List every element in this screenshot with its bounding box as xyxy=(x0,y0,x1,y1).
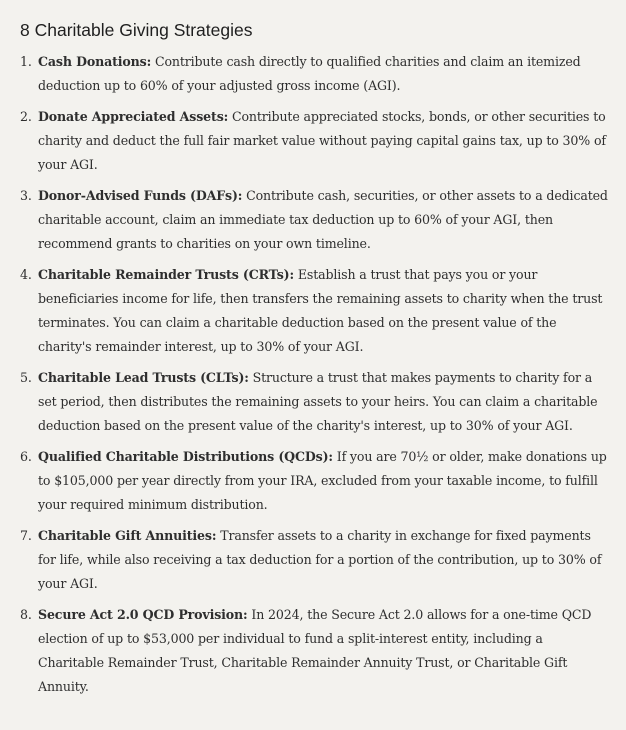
item-number: 3. xyxy=(20,188,32,203)
list-item xyxy=(20,524,608,596)
item-description: In 2024, the Secure Act 2.0 allows for a one-time QCD election of up to $53,000 per individual to fund a split-interest entity, including a Charitable Remainder Trust, Charitable Remainder Annuity Trust, or Charitable Gift Annuity. xyxy=(38,607,592,694)
list-item xyxy=(20,184,608,256)
list-item xyxy=(20,50,608,98)
list-item xyxy=(20,105,608,177)
item-description: Contribute cash, securities, or other assets to a dedicated charitable account, claim an immediate tax deduction up to 60% of your AGI, then recommend grants to charities on your own timeline. xyxy=(38,188,608,251)
item-term: Donor-Advised Funds (DAFs): xyxy=(38,188,243,203)
item-number: 2. xyxy=(20,109,32,124)
page-title: 8 Charitable Giving Strategies xyxy=(20,20,253,40)
list-item xyxy=(20,603,608,699)
item-description: Structure a trust that makes payments to charity for a set period, then distributes the remaining assets to your heirs. You can claim a charitable deduction based on the present value of the charity's interest, up to 30% of your AGI. xyxy=(38,370,598,433)
item-number: 6. xyxy=(20,449,32,464)
item-number: 1. xyxy=(20,54,32,69)
item-term: Qualified Charitable Distributions (QCDs): xyxy=(38,449,333,464)
item-term: Cash Donations: xyxy=(38,54,152,69)
list-item xyxy=(20,445,608,517)
item-number: 5. xyxy=(20,370,32,385)
item-description: Contribute appreciated stocks, bonds, or other securities to charity and deduct the full fair market value without paying capital gains tax, up to 30% of your AGI. xyxy=(38,109,606,172)
item-term: Secure Act 2.0 QCD Provision: xyxy=(38,607,248,622)
item-number: 4. xyxy=(20,267,32,282)
item-term: Charitable Lead Trusts (CLTs): xyxy=(38,370,249,385)
item-description: Contribute cash directly to qualified charities and claim an itemized deduction up to 60% of your adjusted gross income (AGI). xyxy=(38,54,581,93)
item-number: 7. xyxy=(20,528,32,543)
item-number: 8. xyxy=(20,607,32,622)
item-term: Charitable Remainder Trusts (CRTs): xyxy=(38,267,294,282)
strategy-list xyxy=(20,50,608,699)
item-description: If you are 70½ or older, make donations up to $105,000 per year directly from your IRA, excluded from your taxable income, to fulfill your required minimum distribution. xyxy=(38,449,607,512)
list-item xyxy=(20,366,608,438)
item-term: Donate Appreciated Assets: xyxy=(38,109,229,124)
item-term: Charitable Gift Annuities: xyxy=(38,528,217,543)
item-description: Transfer assets to a charity in exchange for fixed payments for life, while also receiving a tax deduction for a portion of the contribution, up to 30% of your AGI. xyxy=(38,528,602,591)
list-item xyxy=(20,263,608,359)
item-description: Establish a trust that pays you or your beneficiaries income for life, then transfers the remaining assets to charity when the trust terminates. You can claim a charitable deduction based on the present value of the charity's remainder interest, up to 30% of your AGI. xyxy=(38,267,603,354)
